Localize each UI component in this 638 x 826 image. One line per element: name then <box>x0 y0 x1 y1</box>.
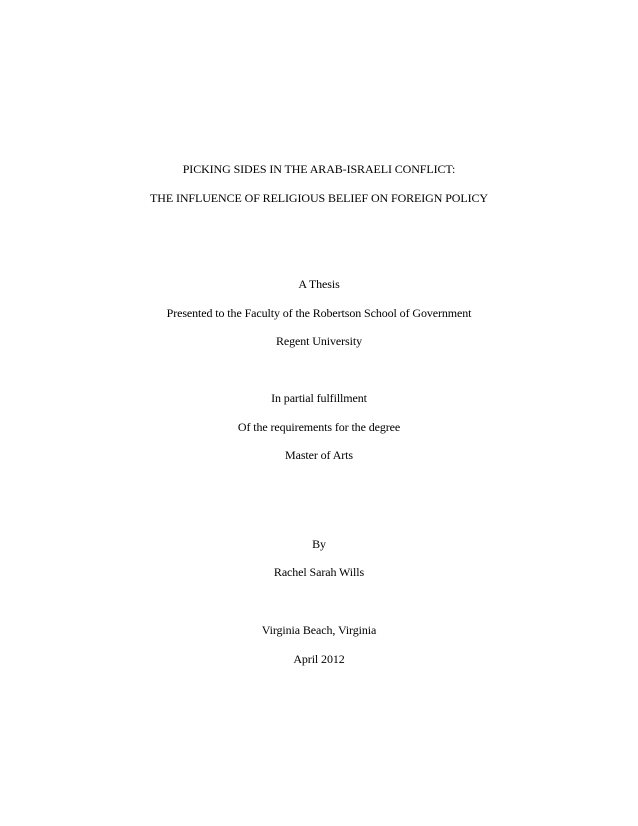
document-type: A Thesis <box>298 277 340 291</box>
institution-name: Regent University <box>276 334 362 348</box>
by-label: By <box>312 537 326 551</box>
thesis-title-line-1: PICKING SIDES IN THE ARAB-ISRAELI CONFLICT: <box>182 162 456 176</box>
requirements-statement: Of the requirements for the degree <box>237 420 401 434</box>
degree-name: Master of Arts <box>285 448 353 462</box>
author-name: Rachel Sarah Wills <box>273 565 365 579</box>
location: Virginia Beach, Virginia <box>261 623 377 637</box>
fulfillment-statement: In partial fulfillment <box>271 391 367 405</box>
presented-to: Presented to the Faculty of the Robertson School of Government <box>166 306 472 320</box>
thesis-title-line-2: THE INFLUENCE OF RELIGIOUS BELIEF ON FOREIGN POLICY <box>150 191 488 205</box>
submission-date: April 2012 <box>293 652 345 666</box>
